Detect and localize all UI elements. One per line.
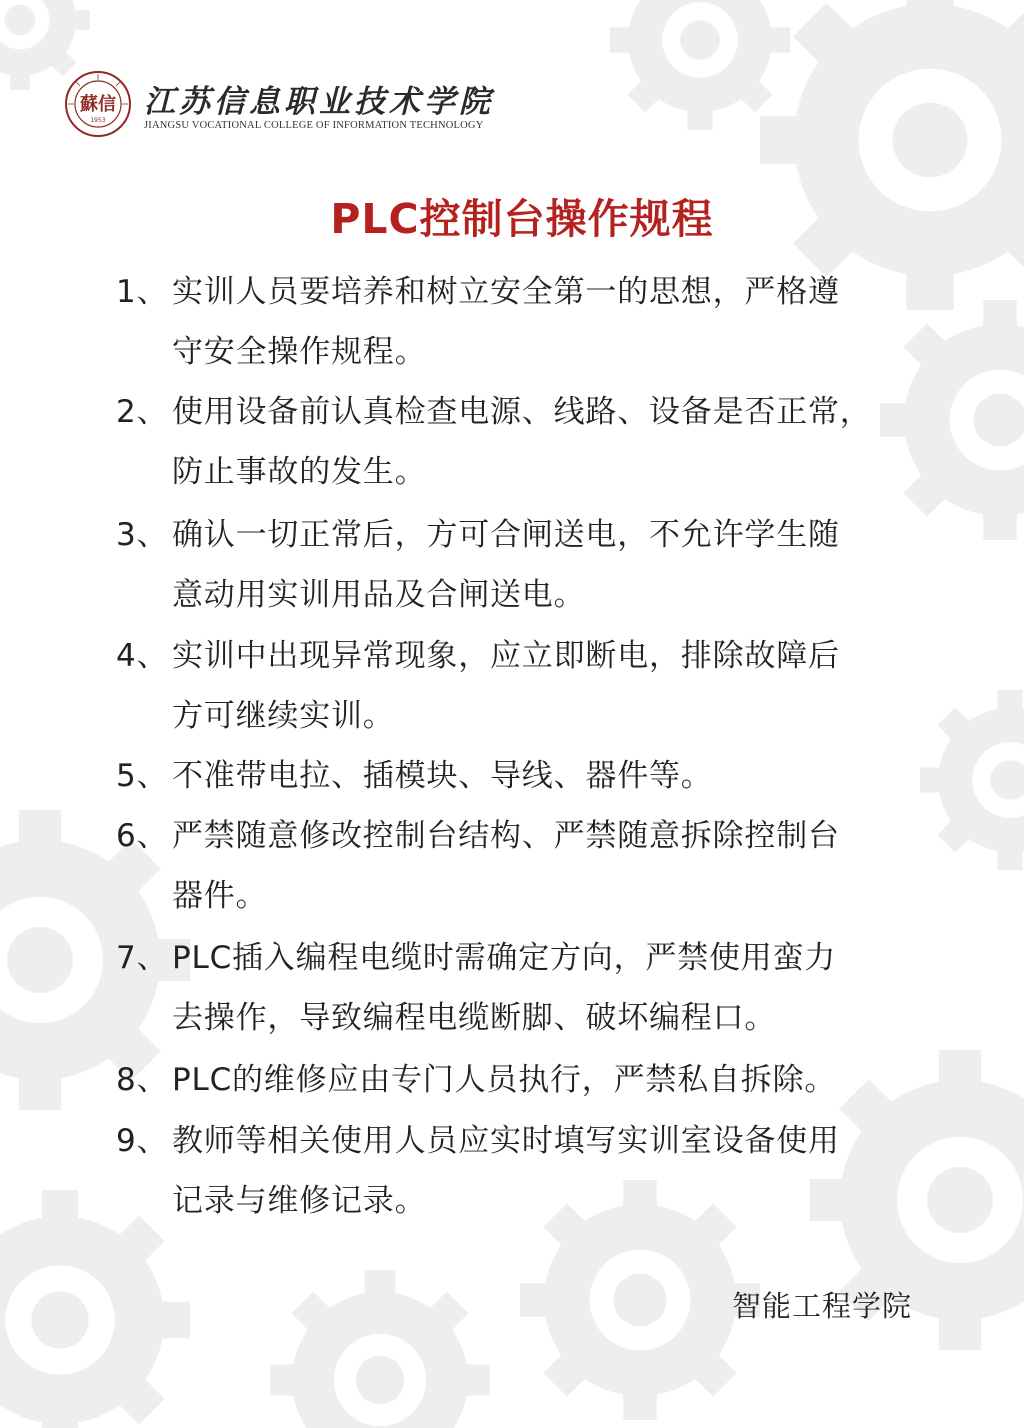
page-title: PLC控制台操作规程 — [330, 195, 714, 243]
rule-text-line2: 意动用实训用品及合闸送电。 — [172, 577, 586, 613]
rule-text-line2: 守安全操作规程。 — [172, 334, 427, 370]
rule-text-line1: 使用设备前认真检查电源、线路、设备是否正常， — [172, 394, 872, 430]
rule-text-line1: PLC插入编程电缆时需确定方向，严禁使用蛮力 — [172, 940, 837, 976]
rule-item-7 — [116, 928, 926, 1048]
seal-char-su: 蘇 — [80, 94, 98, 115]
rule-number: 4、 — [116, 638, 169, 674]
rule-text-line1: 严禁随意修改控制台结构、严禁随意拆除控制台 — [172, 818, 840, 854]
rule-number: 9、 — [116, 1123, 169, 1159]
rule-text-line1: 不准带电拉、插模块、导线、器件等。 — [172, 758, 713, 794]
rule-number: 6、 — [116, 818, 169, 854]
rule-text-line1: 实训人员要培养和树立安全第一的思想，严格遵 — [172, 274, 840, 310]
rule-text-line1: 教师等相关使用人员应实时填写实训室设备使用 — [172, 1123, 840, 1159]
rule-item-3 — [116, 505, 926, 625]
rule-text-line1: 确认一切正常后，方可合闸送电，不允许学生随 — [172, 517, 840, 553]
rule-text-line2: 方可继续实训。 — [172, 698, 395, 734]
school-name-cn: 江苏信息职业技术学院 — [144, 84, 494, 120]
rule-item-4 — [116, 626, 926, 746]
rule-item-8 — [116, 1050, 926, 1110]
department-signature: 智能工程学院 — [731, 1289, 912, 1323]
rule-text-line2: 记录与维修记录。 — [172, 1183, 427, 1219]
rule-number: 2、 — [116, 394, 169, 430]
rule-text-line1: 实训中出现异常现象，应立即断电，排除故障后 — [172, 638, 840, 674]
rule-text-line2: 器件。 — [172, 878, 268, 914]
school-seal-logo — [64, 70, 132, 138]
gear-right-lower — [920, 690, 1024, 870]
rule-number: 3、 — [116, 517, 169, 553]
rule-item-5 — [116, 746, 926, 806]
school-header — [60, 62, 500, 152]
rule-text-line2: 防止事故的发生。 — [172, 454, 427, 490]
rule-number: 5、 — [116, 758, 169, 794]
rule-item-1 — [116, 262, 926, 382]
rule-item-6 — [116, 806, 926, 926]
gear-top-center — [610, 0, 790, 130]
rule-number: 1、 — [116, 274, 169, 310]
seal-char-xin: 信 — [98, 94, 116, 115]
gear-bottom-center — [270, 1270, 490, 1428]
school-name-en: JIANGSU VOCATIONAL COLLEGE OF INFORMATION TECHNOLOGY — [144, 120, 484, 131]
rule-item-9 — [116, 1111, 926, 1231]
rule-number: 7、 — [116, 940, 169, 976]
seal-year: 1953 — [90, 117, 106, 124]
rule-text-line1: PLC的维修应由专门人员执行，严禁私自拆除。 — [172, 1062, 837, 1098]
rule-item-2 — [116, 382, 926, 502]
rule-number: 8、 — [116, 1062, 169, 1098]
rule-text-line2: 去操作，导致编程电缆断脚、破坏编程口。 — [172, 1000, 777, 1036]
